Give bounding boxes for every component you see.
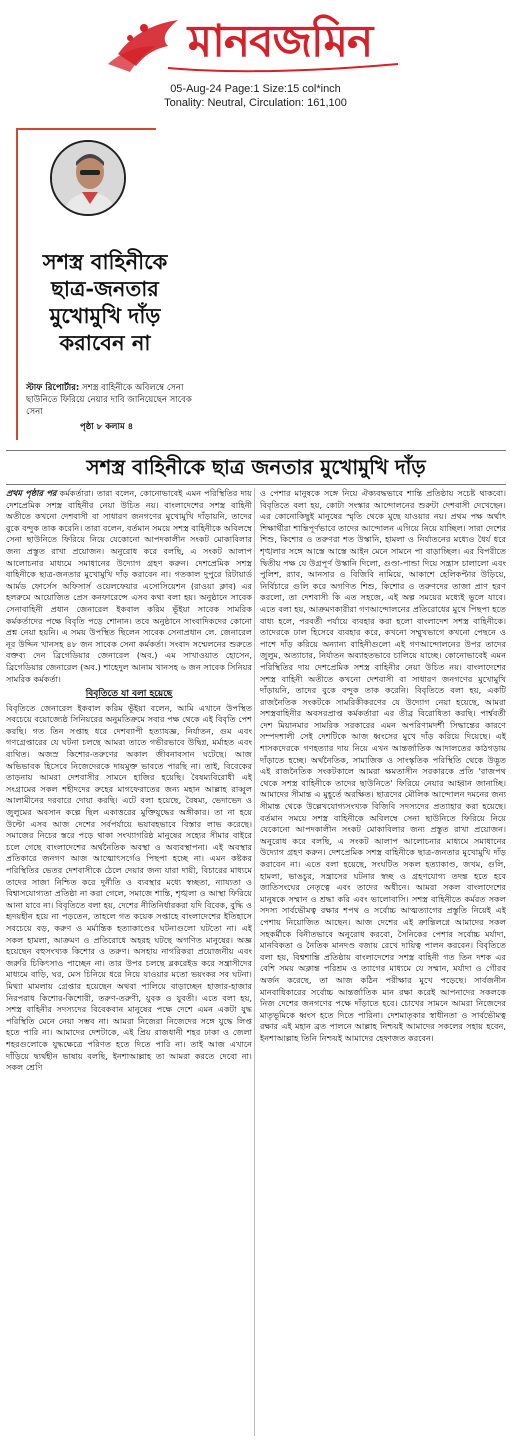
article-subhead: বিবৃতিতে যা বলা হয়েছে [85,689,173,700]
teaser-jump-reference: পৃষ্ঠা ৮ কলাম ৪ [80,422,134,432]
column-divider [254,488,255,1436]
teaser-photo [50,140,126,216]
headline-rule-top [6,450,506,451]
article-column-left [6,488,252,1438]
masthead [0,6,511,82]
article-headline: সশস্ত্র বাহিনীকে ছাত্র জনতার মুখোমুখি দাঁড় [86,455,426,479]
masthead-title: মানবজমিন [187,16,373,67]
clip-meta-line1: 05-Aug-24 Page:1 Size:15 col*inch [170,83,341,95]
article-paragraph: ও পেশার মানুষকে সঙ্গে নিয়ে ঐক্যবদ্ধভাবে শান্তি প্রতিষ্ঠায় সচেষ্ট থাকবো। বিবৃতিতে বলা হয়, কোটা সংস্কার আন্দোলনের শুরুটা দেশবাসী দেখেছেন। এর কোনোকিছুই মানুষের স্মৃতি থেকে মুছে যাওয়ার নয়। প্রথম পক্ষ অর্থাৎ শিক্ষার্থীরা শান্তিপূর্ণভাবে তাদের আন্দোলন এগিয়ে নিয়ে যাচ্ছিল। সারা দেশের শিশু, কিশোর ও তরুণরা শত উস্কানি, হামলা ও নির্যাতনের মধ্যেও ধৈর্য ধরে শৃঙ্খলার সঙ্গে আস্তে আস্তে আইন মেনে সামনে পা বাড়াচ্ছিল। এর বিপরীতে দ্বিতীয় পক্ষ যে উগ্রপূর্ণ উস্কানি দিলো, গুণ্ডা-পান্ডা দিয়ে সন্ত্রাস চালালো এবং পুলিশ, র‌্যাব, আনসার ও বিজিবি নামিয়ে, আকাশে হেলিকপ্টার উড়িয়ে, নির্বিচারে গুলি করে অগণিত শিশু, কিশোর ও তরুণদের তাজা প্রাণ হরণ করলো, তা দেশবাসী কি এত সহজে, এই অল্প সময়ের মধ্যেই ভুলে যাবে। এতে বলা হয়, আক্রমণকারীরা গণআন্দোলনের প্রতিরোধের মুখে পিছপা হতে বাধ্য হলে, পরবর্তী পর্যায়ে ব্যবহার করা হলো বাংলাদেশ সশস্ত্র বাহিনীকে। তাদেরকে ঢাল হিসেবে ব্যবহার করে, কখনো সম্মুখভাগে কখনো পেছনে ও পাশে দাঁড় করিয়ে অন্যান্য বাহিনীগুলো এই গণআন্দোলনের উপর তাদের জুলুম, অত্যাচার, নির্যাতন অব্যাহতভাবে চালিয়ে যাচ্ছে। কোনোভাবেই এমন পরিস্থিতির দায় দেশপ্রেমিক সশস্ত্র বাহিনীর নেয়া উচিত নয়। বাংলাদেশের সশস্ত্র বাহিনী অতীতে কখনো দেশবাসী বা সাধারণ জনগণের মুখোমুখি দাঁড়ায়নি, তাদের বুকে বন্দুক তাক করেনি। বিবৃতিতে বলা হয়, একটি রাজনৈতিক সংকটকে সামরিকীকরণের যে উদ্যোগ নেয়া হয়েছে, আমরা সশস্ত্রবাহিনীর অবসরপ্রাপ্ত কর্মকর্তারা এর তীব্র বিরোধিতা করছি। পার্শ্ববর্তী দেশ মিয়ানমার সামরিক সরকারের এমন অপরিণামদর্শী সিদ্ধান্তের কারণে সম্পদশালী সেই দেশটিকে আজ ধ্বংসের মুখে দাঁড় করিয়ে দিয়েছে। এই শাসকদেরকে গণহত্যার দায় নিয়ে এখন আন্তর্জাতিক আদালতের কাঠগড়ায় দাঁড়াতে হচ্ছে। অর্থনৈতিক, সামাজিক ও সাংস্কৃতিক পরিস্থিতি থেকে উদ্ভূত এই রাজনৈতিক সংকটকালে আমরা ক্ষমতাসীন সরকারকে প্রতি 'রাজপথ থেকে সশস্ত্র বাহিনীকে তাদের ছাউনিতে' ফিরিয়ে নেয়ার আহ্বান জানাচ্ছি। আমাদের সীমান্ত এ মুহূর্তে অরক্ষিত। ছাত্রদের মৌলিক আন্দোলন দমনের জন্য সীমান্ত থেকে উল্লেখযোগ্যসংখ্যক বিজিবি সদস্যদের প্রত্যাহার করা হয়েছে। বর্তমান সময়ে সশস্ত্র বাহিনীকে অবিলম্বে সেনা ছাউনিতে ফিরিয়ে নিয়ে যেকোনো আপদকালীন সংকট মোকাবিলার জন্য প্রস্তুত রাখা প্রয়োজন। অনুরোধ করে বলছি, এ সংকট আলাপ আলোচনার মাধ্যমে সমাধানের উদ্যোগ গ্রহণ করুন। দেশপ্রেমিক সশস্ত্র বাহিনীকে ছাত্র-জনতার মুখোমুখি দাঁড় করাবেন না। এতে বলা হয়েছে, সংঘটিত সকল হত্যাকাণ্ড, জখম, গুলি, হামলা, ভাঙচুর, সন্ত্রাসের ঘটনার স্বচ্ছ ও গ্রহণযোগ্য তদন্ত হতে হবে জাতিসংঘের নেতৃত্বে এবং তাদের অধীনে। আমরা সকল বাংলাদেশের মানুষকে সম্মান ও শ্রদ্ধা করি এবং ভালোবাসি। সশস্ত্র বাহিনীতে কর্মরত সকল সদস্য সার্বভৌমত্ব রক্ষার শপথ ও সর্বোচ্চ আত্মত্যাগের প্রস্তুতি নিয়েই এই পেশায় নিয়োজিত আছেন। আজ দেশের এই ক্রান্তিলগ্নে আমাদের সকল সহকর্মীকে বিনীতভাবে অনুরোধ করবো, সৈনিকের পেশার সর্বোচ্চ মর্যাদা, মানবিকতা ও নৈতিক মানদণ্ড বজায় রেখে দায়িত্ব পালন করবেন। বিবৃতিতে বলা হয়, বিশ্বশান্তি প্রতিষ্ঠায় বাংলাদেশের সশস্ত্র বাহিনী গত তিন দশক এর বেশি সময় অক্লান্ত পরিশ্রম ও ত্যাগের মাধ্যমে যে সম্মান, মর্যাদা ও গৌরব অর্জন করেছে, তা আজ কঠিন পরীক্ষার মুখে পড়েছে। সার্বজনীন মানবাধিকারের সর্বোচ্চ আন্তর্জাতিক মান রক্ষা করেই আপনাদের সকলকে নিজ দেশের জনগণের পক্ষে দাঁড়াতে হবে। চোখের সামনে আমরা নিজেদের মাতৃভূমিকে ধ্বংস হতে দিতে পারিনা। দেশমাতৃকার স্বাধীনতা ও সার্বভৌমত্ব রক্ষার এই মহান ব্রত পালনে আল্লাহ নিশ্চয়ই আমাদের সকলের সহায় হবেন, ইনশাআল্লাহ তিনি নিশ্চয়ই আমাদের হেফাজত করবেন। [260,488,506,1043]
article-text: কর্মকর্তারা। তারা বলেন, কোনোভাবেই এমন পরিস্থিতির দায় দেশপ্রেমিক সশস্ত্র বাহিনীর নেয়া উচিত নয়। বাংলাদেশের সশস্ত্র বাহিনী অতীতে কখনো দেশবাসী বা সাধারণ জনগণের মুখোমুখি দাঁড়ায়নি, তাদের বুকে বন্দুক তাক করেনি। তারা বলেন, বর্তমান সময়ে সশস্ত্র বাহিনীকে অবিলম্বে সেনা ছাউনিতে ফিরিয়ে নিয়ে যেকোনো আপদকালীন সংকট মোকাবিলার জন্য প্রস্তুত রাখা প্রয়োজন। অনুরোধ করে বলছি, এ সংকট আলাপ আলোচনার মাধ্যমে সমাধানের উদ্যোগ গ্রহণ করুন। দেশপ্রেমিক সশস্ত্র বাহিনীকে ছাত্র-জনতার মুখোমুখি দাঁড় করাবেন না। গতকাল দুপুরে রিটায়ার্ড আর্মড ফোর্সেস অফিসার্স ওয়েলফেয়ার এসোসিয়েশন (রাওয়া ক্লাব) এর হলরুমে আয়োজিত প্রেস কনফারেন্সে এসব কথা বলা হয়। অনুষ্ঠানে সাবেক সেনাবাহিনী প্রধান জেনারেল ইকবাল করিম ভূঁইয়া সাবেক সামরিক কর্মকর্তাদের পক্ষে বিবৃতি পড়ে শোনান। তবে অনুষ্ঠানে সাংবাদিকদের কোনো প্রশ্ন নেয়া হয়নি। এ সময় উপস্থিত ছিলেন সাবেক সেনাপ্রধান লে. জেনারেল নূর উদ্দিন খানসহ ৪৮ জন সাবেক সেনা কর্মকর্তা। সংবাদ সম্মেলনের শুরুতে বক্তব্য দেন ব্রিগেডিয়ার জেনারেল (অব.) এম সাখাওয়াত হোসেন, ব্রিগেডিয়ার জেনারেল (অব.) শাহেদুল আনাম খানসহ ৬ জন সাবেক সিনিয়র সামরিক কর্মকর্তা। [6,488,252,684]
article-column-right [260,488,506,1438]
clip-meta-line2: Tonality: Neutral, Circulation: 161,100 [164,97,347,109]
teaser-headline: সশস্ত্র বাহিনীকে ছাত্র-জনতার মুখোমুখি দাঁড় করাবেন না [42,249,168,355]
teaser-text: সশস্ত্র বাহিনীকে অবিলম্বে সেনা ছাউনিতে ফিরিয়ে নেয়ার দাবি জানিয়েছেন সাবেক সেনা [26,383,192,417]
headline-rule-bottom [6,484,506,485]
teaser-body [26,382,206,418]
article-paragraph: বিবৃতিতে জেনারেল ইকবাল করিম ভূঁইয়া বলেন, আমি এখানে উপস্থিত সবচেয়ে বয়োজ্যেষ্ঠ সিনিয়রের অনুমতিক্রমে সবার পক্ষ থেকে এই বিবৃতি পেশ করছি। গত তিন সপ্তাহ ধরে দেশব্যাপী হত্যাযজ্ঞ, নির্যাতন, গুম এবং গণগ্রেপ্তারের যে ঘটনা চলছে আমরা তাতে গভীরভাবে উদ্বিগ্ন, মর্মাহত এবং ব্যথিত। অজস্র কিশোর-তরুণের অকাল জীবনাবসান ঘটেছে। আজ অভিভাবক হিসেবে নিজেদেরকে দায়মুক্ত ভাবতে পারছি না। তাই, বিবেকের তাড়নায় আমরা দেশবাসীর সামনে হাজির হয়েছি। বৈষম্যবিরোধী এই সংগ্রামের সকল শহীদদের রুহের মাগফেরাতের জন্য মহান আল্লাহ রাব্বুল আলামীনের দরবারে দোয়া করছি। এটে বলা হয়েছে, বৈষম্য, ভেদাভেদ ও জুলুমের অবসান কল্পে ছিল একাত্তরের মুক্তিযুদ্ধের অঙ্গীকার। তা না হয়ে উল্টো এসব আজ দেশের সর্বপর্যায়ে ভয়াবহভাবে বিস্তার লাভ করেছে। সমাজের নিচের স্তরে পড়ে থাকা সংখ্যাগরিষ্ঠ মানুষের সহ্যের সীমার বাইরে চলে গেছে বাংলাদেশের অর্থনৈতিক অবস্থা ও অব্যবস্থাপনা। এই অবস্থার প্রতিকারে জনগণ আজ আত্মোৎসর্গেও পিছপা হচ্ছে না। এমন কষ্টকর পরিস্থিতির ভেতর দেশবাসীকে ঠেলে দেয়ার জন্য যারা দায়ী, বিচারের মাধ্যমে তাদের সাজা নিশ্চিত করে দুর্নীতি ও ব্যবস্থার মধ্যে স্বচ্ছতা, ন্যায্যতা ও বিশ্বাসযোগ্যতা প্রতিষ্ঠা না করা গেলে, সমাজে শান্তি, শৃঙ্খলা ও আস্থা ফিরিয়ে আনা যাবে না। বিবৃতিতে বলা হয়, দেশের নীতিনির্ধারকরা যদি বিবেক, বুদ্ধি ও হৃদয়হীন হয়ে না পড়তেন, তাহলে গত কয়েক সপ্তাহে বাংলাদেশের ইতিহাসে সবচেয়ে বড়, করুণ ও মর্মান্তিক হত্যাকাণ্ডের ঘটনাগুলো ঘটতো না। এই সকল হামলা, আক্রমণ ও প্রতিরোধে অহরহ ঘটছে অগণিত মানুষের। অজ্ঞ হয়েছেন বহুসংখ্যক কিশোর ও তরুণ। অসহায় নাগরিকরা প্রয়োজনীয় এবং জরুরি চিকিৎসাও পাচ্ছেন না। তার উপর চলছে ব্লকরেইড করে সন্ত্রাসীদের মাধ্যমে বাড়ি, ঘর, মেস চিনিয়ে ধরে নিয়ে যাওয়ার মতো ভয়ংকর সব ঘটনা। মিথ্যা মামলায় গ্রেপ্তার হয়েছেন অথবা পালিয়ে বাড়াচ্ছেন হাজার-হাজার নিরপরাধ কিশোর-কিশোরী, তরুণ-তরুণী, যুবক ও যুবতী। এতে বলা হয়, সশস্ত্র বাহিনীর সদস্যদের বিবেকবান মানুষের পক্ষে দেশে এমন একটা যুদ্ধ পরিস্থিতি মেনে নেয়া সম্ভব না। আমরা নিজেরা নিজেদের সঙ্গে যুদ্ধে লিপ্ত হতে পারি না। আমাদের দেশটাকে, এই প্রিয় রাজধানী শহর ঢাকা ও জেলা শহরগুলোকে যুদ্ধক্ষেত্রে পরিণত হতে দিতে পারি না। তাই আজ এখানে দাঁড়িয়ে দ্ব্যর্থহীন ভাষায় বলছি, ইনশাআল্লাহ তা আমরা করতে দেবো না। সকল শ্রেণি [6,702,252,1073]
teaser-byline: স্টাফ রিপোর্টার: [26,383,80,393]
front-page-teaser [16,128,192,440]
continued-from-label: প্রথম পৃষ্ঠার পর [6,488,57,498]
article-paragraph [6,488,252,685]
person-portrait-icon [52,142,126,216]
